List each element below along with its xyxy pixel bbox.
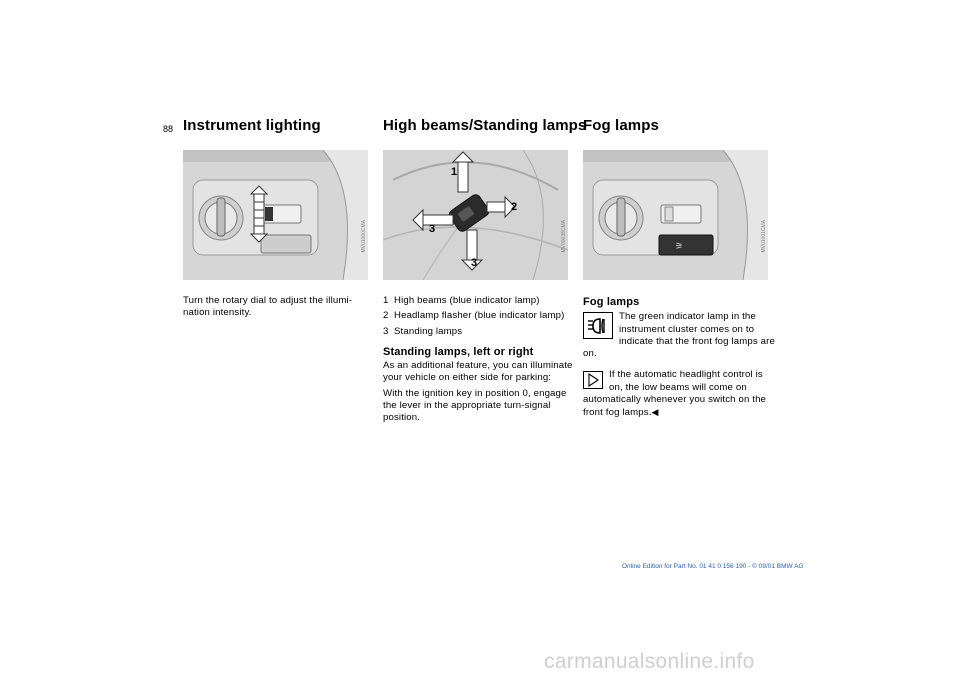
- standing-lamps-paragraph-1: As an additional feature, you can illuminate your vehicle on either side for parking:: [383, 360, 573, 384]
- list-number: 3: [383, 325, 389, 337]
- watermark: carmanualsonline.info: [544, 650, 755, 673]
- footer-edition-link[interactable]: Online Edition for Part No. 01 41 0 156 190 - © 09/01 BMW AG: [622, 563, 804, 570]
- list-item: [383, 295, 573, 307]
- instrument-lighting-paragraph: Turn the rotary dial to adjust the illumi- nation intensity.: [183, 295, 353, 319]
- page-number: 88: [163, 124, 174, 134]
- instrument-lighting-figure: [183, 150, 368, 280]
- list-number: 2: [383, 310, 389, 322]
- figure-code: MV00038CMA: [561, 220, 567, 253]
- list-text: High beams (blue indicator lamp): [394, 295, 540, 306]
- heading-fog-lamps: Fog lamps: [583, 117, 659, 134]
- note-text: If the automatic headlight control is on, the low beams will come on automatically whenever you switch on the front fog lamps.: [583, 369, 767, 419]
- front-fog-lamp-icon: [583, 312, 613, 339]
- standing-lamps-subheading: Standing lamps, left or right: [383, 345, 534, 358]
- list-number: 1: [383, 295, 389, 306]
- callout-3-top: 1: [451, 166, 458, 178]
- end-mark: ◀: [651, 407, 659, 418]
- callout-2: 2: [511, 201, 518, 213]
- list-item: [383, 326, 573, 338]
- list-text: Headlamp flasher (blue indicator lamp): [394, 310, 565, 322]
- heading-instrument-lighting: Instrument lighting: [183, 117, 321, 134]
- fog-lamps-paragraph: The green indicator lamp in the instrument cluster comes on to indicate that the front fog lamps are on.: [583, 311, 775, 360]
- fog-lamps-figure: [583, 150, 768, 280]
- standing-lamps-paragraph-2: With the ignition key in position 0, engage the lever in the appropriate turn-signal position.: [383, 387, 567, 424]
- figure-code: MV01000CMA: [361, 220, 367, 253]
- list-text: Standing lamps: [394, 325, 463, 337]
- svg-text:⚞: ⚞: [675, 242, 684, 252]
- fog-lamps-text: [583, 296, 775, 423]
- fog-lamps-note: [583, 369, 775, 419]
- high-beams-figure: [383, 150, 568, 280]
- instrument-lighting-text: [183, 295, 373, 323]
- fog-lamps-subheading: Fog lamps: [583, 296, 640, 308]
- figure-code: MV01001CMA: [761, 220, 767, 253]
- note-triangle-icon: [583, 371, 603, 389]
- list-item: [383, 310, 573, 322]
- heading-high-beams: High beams/Standing lamps: [383, 117, 587, 134]
- high-beams-text: [383, 295, 573, 428]
- callout-1: 3: [429, 223, 436, 235]
- callout-3-bottom: 3: [471, 257, 478, 269]
